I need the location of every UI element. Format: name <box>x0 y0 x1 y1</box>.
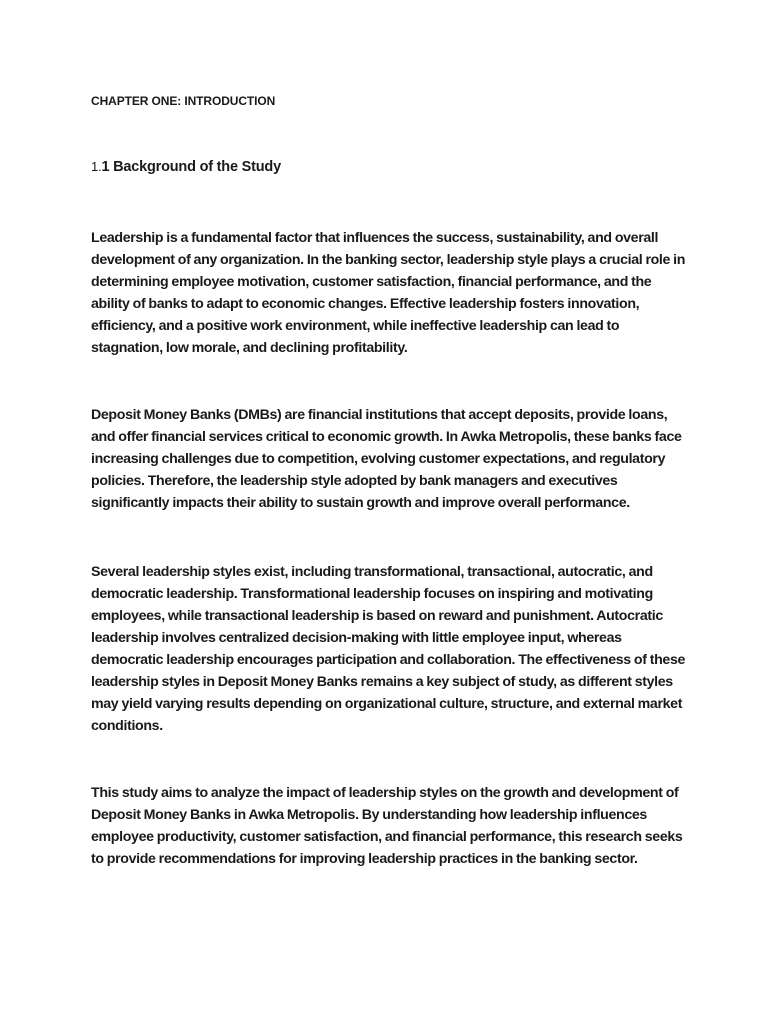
paragraph-line: increasing challenges due to competition, evolving customer expectations, and regulatory <box>91 451 666 467</box>
paragraph-line: Deposit Money Banks (DMBs) are financial institutions that accept deposits, provide loans, <box>91 407 668 423</box>
paragraph-line: efficiency, and a positive work environment, while ineffective leadership can lead to <box>91 318 620 334</box>
paragraph-deposit-money-banks <box>91 404 691 514</box>
paragraph-line: and offer financial services critical to economic growth. In Awka Metropolis, these banks face <box>91 429 682 445</box>
paragraph-study-aims <box>91 782 691 870</box>
paragraph-line: Deposit Money Banks in Awka Metropolis. By understanding how leadership influences <box>91 807 647 823</box>
paragraph-line: ability of banks to adapt to economic changes. Effective leadership fosters innovation, <box>91 296 640 312</box>
section-heading <box>91 159 281 175</box>
paragraph-line: Several leadership styles exist, including transformational, transactional, autocratic, and <box>91 564 653 580</box>
paragraph-line: This study aims to analyze the impact of leadership styles on the growth and development of <box>91 785 679 801</box>
paragraph-line: leadership styles in Deposit Money Banks remains a key subject of study, as different styles <box>91 674 673 690</box>
paragraph-line: leadership involves centralized decision-making with little employee input, whereas <box>91 630 622 646</box>
paragraph-line: development of any organization. In the banking sector, leadership style plays a crucial role in <box>91 252 686 268</box>
paragraph-line: democratic leadership. Transformational leadership focuses on inspiring and motivating <box>91 586 653 602</box>
section-number-prefix: 1. <box>91 159 102 174</box>
paragraph-line: determining employee motivation, customer satisfaction, financial performance, and the <box>91 274 652 290</box>
paragraph-line: Leadership is a fundamental factor that influences the success, sustainability, and overall <box>91 230 659 246</box>
paragraph-line: employees, while transactional leadership is based on reward and punishment. Autocratic <box>91 608 663 624</box>
paragraph-line: conditions. <box>91 718 163 734</box>
paragraph-leadership-styles <box>91 561 691 737</box>
paragraph-line: policies. Therefore, the leadership style adopted by bank managers and executives <box>91 473 618 489</box>
paragraph-line: democratic leadership encourages participation and collaboration. The effectiveness of these <box>91 652 686 668</box>
chapter-title: CHAPTER ONE: INTRODUCTION <box>91 94 276 108</box>
paragraph-line: significantly impacts their ability to sustain growth and improve overall performance. <box>91 495 630 511</box>
paragraph-line: to provide recommendations for improving leadership practices in the banking sector. <box>91 851 638 867</box>
section-title: 1 Background of the Study <box>101 159 281 175</box>
paragraph-leadership-intro <box>91 227 691 359</box>
paragraph-line: stagnation, low morale, and declining profitability. <box>91 340 408 356</box>
paragraph-line: may yield varying results depending on organizational culture, structure, and external market <box>91 696 683 712</box>
paragraph-line: employee productivity, customer satisfaction, and financial performance, this research seeks <box>91 829 683 845</box>
